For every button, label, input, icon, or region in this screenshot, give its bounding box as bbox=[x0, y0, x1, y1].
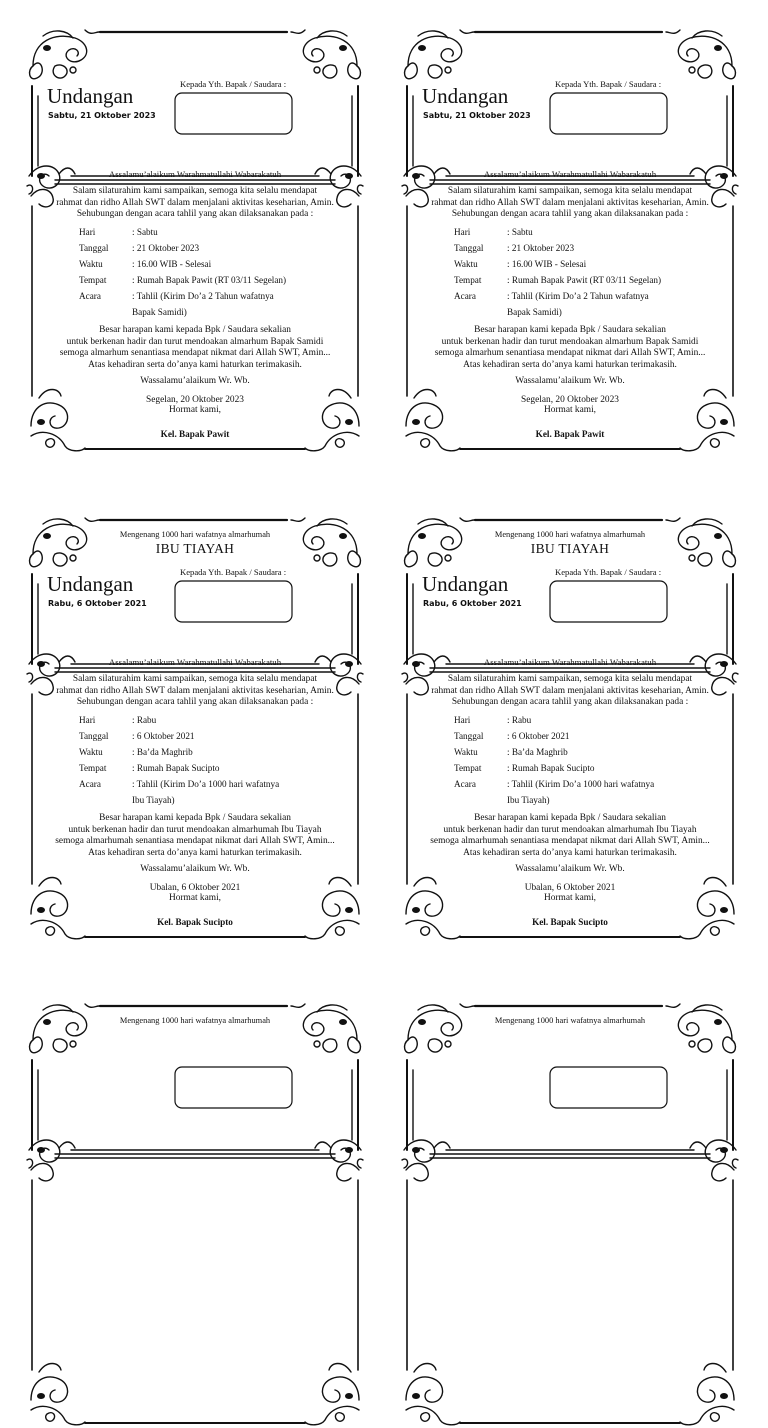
closing-greeting: Wassalamu’alaikum Wr. Wb. bbox=[515, 376, 625, 386]
detail-value: : Ba’da Maghrib bbox=[507, 747, 568, 757]
place-date: Ubalan, 6 Oktober 2021 bbox=[149, 883, 241, 893]
closing-paragraph bbox=[25, 325, 365, 371]
detail-row bbox=[79, 795, 175, 805]
detail-row bbox=[454, 307, 562, 317]
intro-line: Sehubungan dengan acara tahlil yang akan dilaksanakan pada : bbox=[76, 697, 314, 708]
closing-line: untuk berkenan hadir dan turut mendoakan almarhumah Ibu Tiayah bbox=[443, 824, 697, 835]
closing-line: semoga almarhumah senantiasa mendapat nikmat dari Allah SWT, Amin... bbox=[430, 836, 710, 847]
detail-row bbox=[79, 1265, 132, 1275]
detail-row bbox=[454, 731, 570, 741]
detail-value: : Tahlil (Kirim Do’a 1000 hari wafatnya bbox=[507, 779, 655, 789]
regards: Hormat kami, bbox=[168, 893, 222, 903]
place-date: Ubalan, 6 Oktober 2021 bbox=[524, 883, 616, 893]
closing-line: untuk berkenan hadir dan turut mendoakan almarhum Bapak Samidi bbox=[66, 336, 324, 347]
detail-row bbox=[454, 259, 586, 269]
closing-line: untuk berkenan hadir dan turut mendoakan almarhumah Ibu Tiayah bbox=[68, 824, 322, 835]
detail-value: : Rabu bbox=[132, 715, 157, 725]
detail-label: Hari bbox=[79, 227, 96, 237]
regards: Hormat kami, bbox=[543, 405, 597, 415]
invitation-card bbox=[400, 514, 740, 942]
memorial-name: IBU TIAYAH bbox=[530, 541, 610, 556]
memorial-title: Mengenang 1000 hari wafatnya almarhumah bbox=[119, 1016, 271, 1025]
detail-value: : 21 Oktober 2023 bbox=[507, 243, 575, 253]
recipient-address-box[interactable] bbox=[550, 1067, 667, 1108]
detail-row bbox=[454, 715, 531, 725]
intro-line: Salam silaturahim kami sampaikan, semoga kita selalu mendapat bbox=[447, 674, 693, 684]
detail-row bbox=[454, 1249, 507, 1259]
detail-value: : 16.00 WIB - Selesai bbox=[507, 259, 587, 269]
detail-value: : Sabtu bbox=[507, 227, 533, 237]
closing-line: semoga almarhum senantiasa mendapat nikmat dari Allah SWT, Amin... bbox=[434, 348, 706, 359]
detail-row bbox=[79, 259, 211, 269]
closing-line: Atas kehadiran serta do’anya kami haturkan terimakasih. bbox=[88, 847, 302, 858]
closing-line: untuk berkenan hadir dan turut mendoakan almarhum Bapak Samidi bbox=[441, 336, 699, 347]
detail-value: : Rumah Bapak Sucipto bbox=[507, 763, 595, 773]
intro-line: Salam silaturahim kami sampaikan, semoga kita selalu mendapat bbox=[72, 186, 318, 196]
detail-value: : Rabu bbox=[507, 715, 532, 725]
detail-row bbox=[454, 795, 550, 805]
closing-greeting: Wassalamu’alaikum Wr. Wb. bbox=[140, 864, 250, 874]
signature: Kel. Bapak Pawit bbox=[535, 429, 605, 439]
intro-line: rahmat dan ridho Allah SWT dalam menjalani aktivitas keseharian, Amin. bbox=[431, 685, 709, 696]
invitation-card bbox=[25, 26, 365, 454]
detail-label: Tanggal bbox=[79, 731, 109, 741]
detail-value: : Tahlil (Kirim Do’a 2 Tahun wafatnya bbox=[507, 291, 649, 301]
detail-row bbox=[454, 1233, 507, 1243]
memorial-title: Mengenang 1000 hari wafatnya almarhumah bbox=[119, 530, 271, 539]
detail-value: Bapak Samidi) bbox=[132, 307, 187, 317]
detail-row bbox=[79, 1201, 132, 1211]
signature: Kel. Bapak Sucipto bbox=[157, 917, 233, 927]
memorial-title: Mengenang 1000 hari wafatnya almarhumah bbox=[494, 1016, 646, 1025]
intro-line: Sehubungan dengan acara tahlil yang akan dilaksanakan pada : bbox=[76, 209, 314, 220]
detail-row bbox=[79, 763, 220, 773]
recipient-address-box[interactable] bbox=[550, 581, 667, 622]
opening-greeting: Assalamu’alaikum Warahmatullahi Wabarakatuh bbox=[108, 657, 282, 667]
regards: Hormat kami, bbox=[543, 893, 597, 903]
detail-value: : 16.00 WIB - Selesai bbox=[132, 259, 212, 269]
closing-line: Besar harapan kami kepada Bpk / Saudara sekalian bbox=[474, 325, 666, 335]
detail-label: Hari bbox=[454, 227, 471, 237]
detail-row bbox=[79, 307, 187, 317]
detail-label: Tanggal bbox=[454, 731, 484, 741]
closing-line: Besar harapan kami kepada Bpk / Saudara sekalian bbox=[99, 325, 291, 335]
detail-row bbox=[454, 779, 654, 789]
detail-label: Hari bbox=[454, 715, 471, 725]
detail-row bbox=[79, 243, 199, 253]
recipient-address-box[interactable] bbox=[175, 93, 292, 134]
detail-label: Tanggal bbox=[454, 243, 484, 253]
closing-line: semoga almarhumah senantiasa mendapat nikmat dari Allah SWT, Amin... bbox=[55, 836, 335, 847]
ornamental-frame bbox=[400, 1000, 740, 1428]
detail-value: Ibu Tiayah) bbox=[132, 795, 175, 805]
intro-line: Salam silaturahim kami sampaikan, semoga kita selalu mendapat bbox=[72, 674, 318, 684]
detail-value: : Rumah Bapak Pawit (RT 03/11 Segelan) bbox=[507, 275, 662, 285]
undangan-heading: Undangan bbox=[422, 572, 509, 596]
detail-row bbox=[454, 275, 661, 285]
detail-row bbox=[79, 1233, 132, 1243]
invitation-card bbox=[400, 26, 740, 454]
intro-paragraph bbox=[400, 674, 740, 709]
regards: Hormat kami, bbox=[168, 405, 222, 415]
opening-greeting: Assalamu’alaikum Warahmatullahi Wabarakatuh bbox=[483, 657, 657, 667]
closing-greeting: Wassalamu’alaikum Wr. Wb. bbox=[140, 376, 250, 386]
opening-greeting: Assalamu’alaikum Warahmatullahi Wabarakatuh bbox=[483, 169, 657, 179]
detail-row bbox=[454, 763, 595, 773]
closing-line: semoga almarhum senantiasa mendapat nikmat dari Allah SWT, Amin... bbox=[59, 348, 331, 359]
detail-row bbox=[79, 715, 156, 725]
detail-row bbox=[454, 227, 533, 237]
closing-greeting: Wassalamu’alaikum Wr. Wb. bbox=[515, 864, 625, 874]
detail-value: Ibu Tiayah) bbox=[507, 795, 550, 805]
detail-row bbox=[454, 1217, 507, 1227]
intro-paragraph bbox=[25, 186, 365, 221]
undangan-heading: Undangan bbox=[47, 572, 134, 596]
detail-label: Tempat bbox=[79, 275, 107, 285]
closing-line: Atas kehadiran serta do’anya kami haturkan terimakasih. bbox=[463, 359, 677, 370]
detail-row bbox=[79, 1249, 132, 1259]
detail-row bbox=[79, 275, 286, 285]
intro-line: Salam silaturahim kami sampaikan, semoga kita selalu mendapat bbox=[447, 186, 693, 196]
place-date: Segelan, 20 Oktober 2023 bbox=[146, 395, 244, 405]
intro-paragraph bbox=[25, 674, 365, 709]
detail-value: : Sabtu bbox=[132, 227, 158, 237]
recipient-label: Kepada Yth. Bapak / Saudara : bbox=[180, 79, 287, 89]
detail-value: : Rumah Bapak Pawit (RT 03/11 Segelan) bbox=[132, 275, 287, 285]
recipient-label: Kepada Yth. Bapak / Saudara : bbox=[555, 567, 662, 577]
detail-row bbox=[79, 1281, 132, 1291]
closing-paragraph bbox=[400, 325, 740, 371]
detail-label: Tempat bbox=[454, 763, 482, 773]
detail-label: Acara bbox=[79, 779, 101, 789]
event-date: Sabtu, 21 Oktober 2023 bbox=[423, 111, 531, 120]
detail-row bbox=[79, 747, 193, 757]
detail-label: Acara bbox=[454, 779, 476, 789]
detail-label: Acara bbox=[454, 291, 476, 301]
memorial-name: IBU TIAYAH bbox=[155, 541, 235, 556]
invitation-card bbox=[25, 1000, 365, 1428]
recipient-address-box[interactable] bbox=[550, 93, 667, 134]
event-date: Rabu, 6 Oktober 2021 bbox=[48, 599, 147, 608]
detail-row bbox=[79, 227, 158, 237]
detail-row bbox=[454, 1281, 507, 1291]
detail-row bbox=[454, 243, 574, 253]
detail-value: : Tahlil (Kirim Do’a 2 Tahun wafatnya bbox=[132, 291, 274, 301]
detail-value: : 6 Oktober 2021 bbox=[132, 731, 195, 741]
invitation-card bbox=[25, 514, 365, 942]
recipient-address-box[interactable] bbox=[175, 581, 292, 622]
detail-label: Waktu bbox=[454, 259, 478, 269]
detail-value: : Ba’da Maghrib bbox=[132, 747, 193, 757]
detail-value: : 6 Oktober 2021 bbox=[507, 731, 570, 741]
detail-row bbox=[79, 1217, 132, 1227]
recipient-label: Kepada Yth. Bapak / Saudara : bbox=[555, 79, 662, 89]
opening-greeting: Assalamu’alaikum Warahmatullahi Wabarakatuh bbox=[108, 169, 282, 179]
event-date: Sabtu, 21 Oktober 2023 bbox=[48, 111, 156, 120]
detail-label: Waktu bbox=[454, 747, 478, 757]
event-date: Rabu, 6 Oktober 2021 bbox=[423, 599, 522, 608]
signature: Kel. Bapak Sucipto bbox=[532, 917, 608, 927]
closing-line: Atas kehadiran serta do’anya kami haturkan terimakasih. bbox=[88, 359, 302, 370]
intro-line: rahmat dan ridho Allah SWT dalam menjalani aktivitas keseharian, Amin. bbox=[56, 197, 334, 208]
detail-value: Bapak Samidi) bbox=[507, 307, 562, 317]
recipient-label: Kepada Yth. Bapak / Saudara : bbox=[180, 567, 287, 577]
detail-value: : Rumah Bapak Sucipto bbox=[132, 763, 220, 773]
ornamental-frame bbox=[25, 1000, 365, 1428]
recipient-address-box[interactable] bbox=[175, 1067, 292, 1108]
detail-row bbox=[79, 731, 195, 741]
undangan-heading: Undangan bbox=[422, 84, 509, 108]
detail-row bbox=[454, 747, 568, 757]
detail-label: Acara bbox=[79, 291, 101, 301]
closing-line: Besar harapan kami kepada Bpk / Saudara sekalian bbox=[99, 813, 291, 823]
detail-row bbox=[454, 1201, 507, 1211]
place-date: Segelan, 20 Oktober 2023 bbox=[521, 395, 619, 405]
detail-label: Hari bbox=[79, 715, 96, 725]
detail-row bbox=[454, 1265, 507, 1275]
closing-paragraph bbox=[25, 813, 365, 859]
intro-paragraph bbox=[400, 186, 740, 221]
detail-value: : Tahlil (Kirim Do’a 1000 hari wafatnya bbox=[132, 779, 280, 789]
detail-label: Tempat bbox=[454, 275, 482, 285]
undangan-heading: Undangan bbox=[47, 84, 134, 108]
detail-row bbox=[454, 291, 649, 301]
detail-label: Tanggal bbox=[79, 243, 109, 253]
detail-value: : 21 Oktober 2023 bbox=[132, 243, 200, 253]
detail-row bbox=[79, 291, 274, 301]
closing-line: Atas kehadiran serta do’anya kami haturkan terimakasih. bbox=[463, 847, 677, 858]
closing-paragraph bbox=[400, 813, 740, 859]
detail-label: Tempat bbox=[79, 763, 107, 773]
intro-line: Sehubungan dengan acara tahlil yang akan dilaksanakan pada : bbox=[451, 209, 689, 220]
detail-row bbox=[79, 779, 279, 789]
closing-line: Besar harapan kami kepada Bpk / Saudara sekalian bbox=[474, 813, 666, 823]
memorial-title: Mengenang 1000 hari wafatnya almarhumah bbox=[494, 530, 646, 539]
invitation-card bbox=[400, 1000, 740, 1428]
intro-line: rahmat dan ridho Allah SWT dalam menjalani aktivitas keseharian, Amin. bbox=[431, 197, 709, 208]
signature: Kel. Bapak Pawit bbox=[160, 429, 230, 439]
detail-label: Waktu bbox=[79, 747, 103, 757]
detail-label: Waktu bbox=[79, 259, 103, 269]
intro-line: rahmat dan ridho Allah SWT dalam menjalani aktivitas keseharian, Amin. bbox=[56, 685, 334, 696]
intro-line: Sehubungan dengan acara tahlil yang akan dilaksanakan pada : bbox=[451, 697, 689, 708]
